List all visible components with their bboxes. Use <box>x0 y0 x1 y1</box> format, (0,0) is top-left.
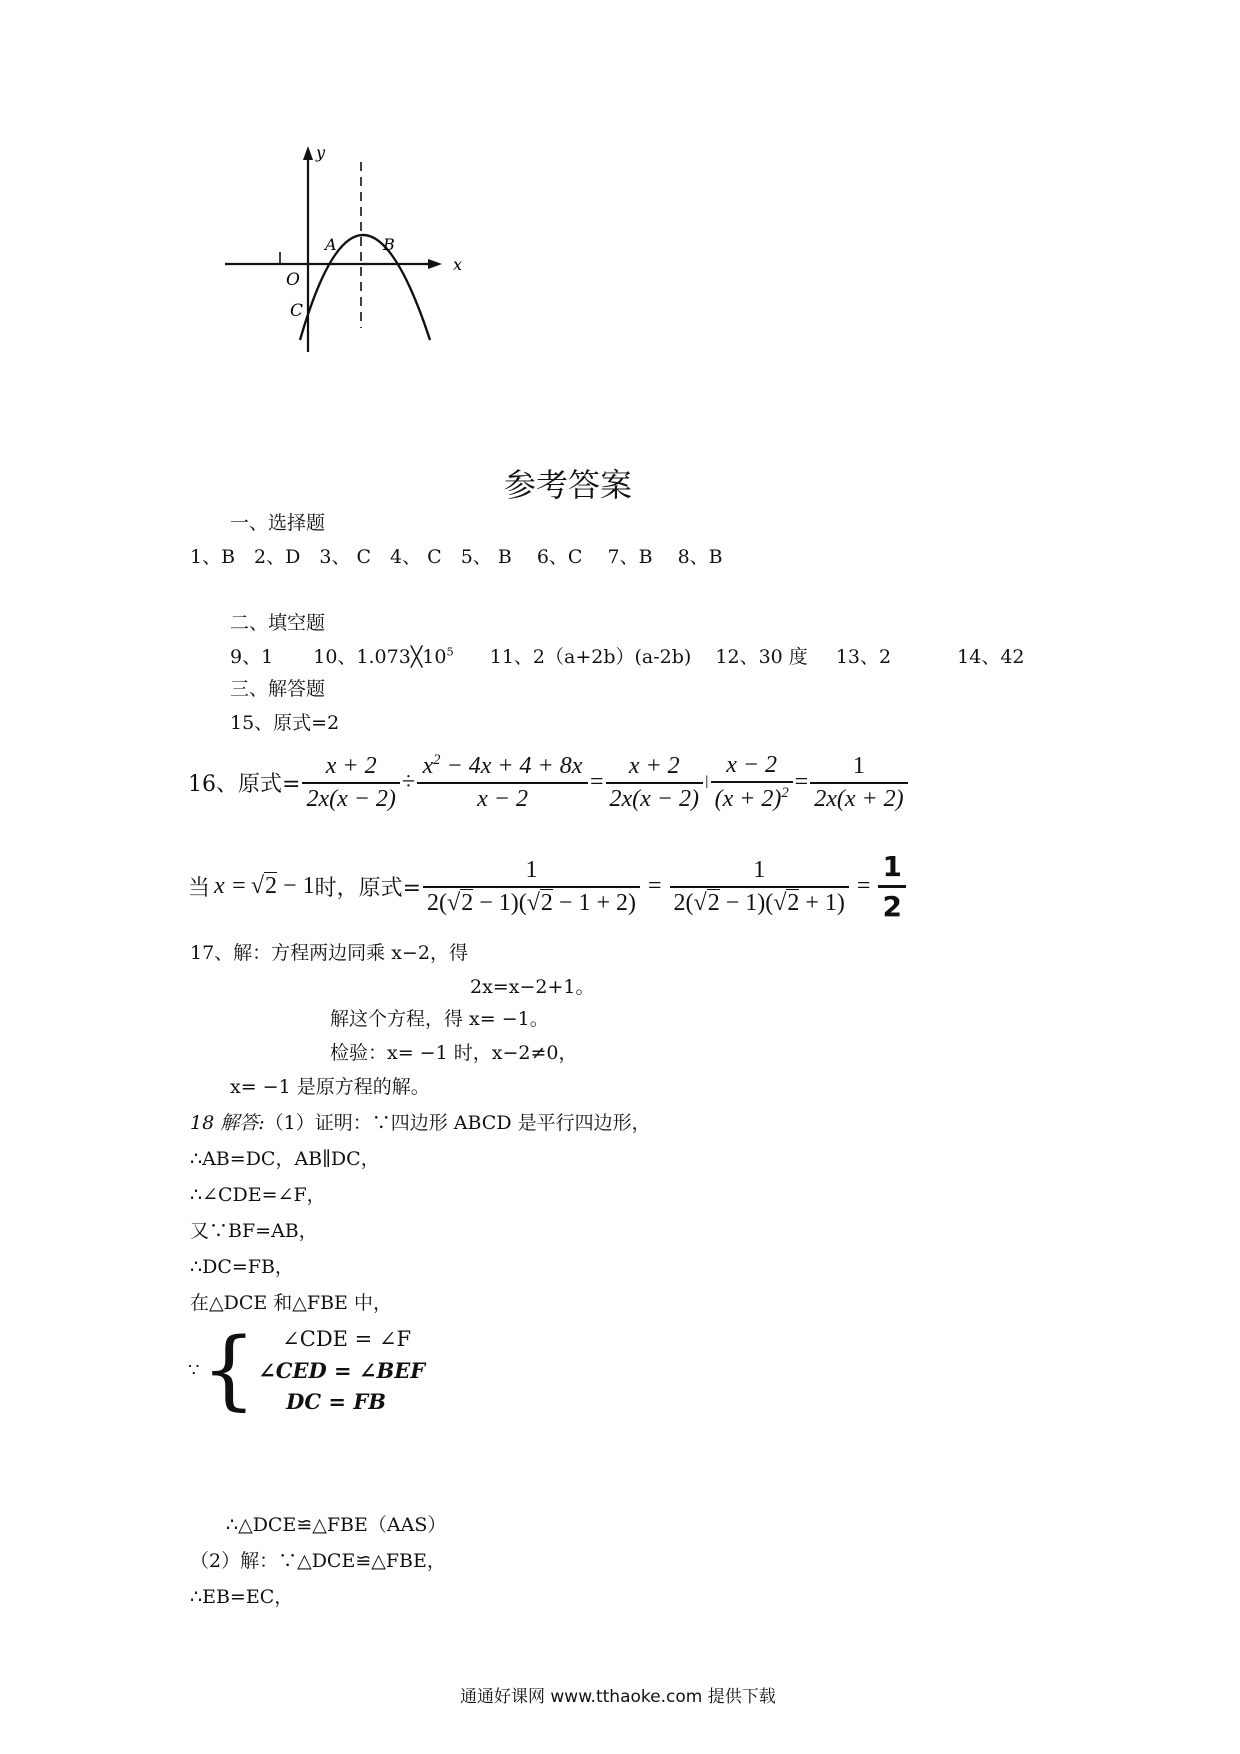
shi-text: 时，原式= <box>314 876 422 901</box>
fraction-1: $\frac{x + 2}{2x(x - 2)}$ <box>302 753 399 813</box>
equals-sign: = <box>794 769 809 795</box>
q18-line5: ∴DC=FB， <box>190 1256 294 1278</box>
q18-line4: 又∵BF=AB， <box>190 1220 318 1242</box>
x-axis <box>225 259 442 269</box>
fraction-2: $\frac{x^2 - 4x + 4 + 8x}{x - 2}$ <box>417 752 588 813</box>
q18-line7: ∴△DCE≌△FBE（AAS） <box>226 1514 447 1536</box>
q18-line8: （2）解：∵△DCE≌△FBE， <box>190 1550 446 1572</box>
equals-sign: = <box>647 873 662 899</box>
q18-heading: 18 解答:（1）证明：∵四边形 ABCD 是平行四边形， <box>190 1112 651 1134</box>
equals-sign: = <box>589 769 604 795</box>
q18-line2: ∴AB=DC，AB∥DC， <box>190 1148 380 1170</box>
answer-11: 11、2（a+2b）(a-2b) <box>489 646 692 668</box>
parabola-graph <box>220 140 480 360</box>
fraction-5: $\frac{1}{2x(x + 2)}$ <box>810 753 907 813</box>
answer-10: 10、$1.073╳10^5$ <box>313 644 454 668</box>
fraction-3: $\frac{x + 2}{2x(x - 2)}$ <box>606 753 703 813</box>
x-equals: x = <box>214 873 247 899</box>
q17-line1: 17、解：方程两边同乘 x−2，得 <box>190 942 468 964</box>
condition-3: DC = FB <box>286 1388 386 1414</box>
answer-14: 14、42 <box>957 646 1025 668</box>
q18-line6: 在△DCE 和△FBE 中， <box>190 1292 392 1314</box>
multiply-sign: ǀ <box>704 772 709 792</box>
left-brace: { <box>201 1320 257 1420</box>
fraction-4: $\frac{x - 2}{(x + 2)^2}$ <box>711 752 793 813</box>
divide-sign: ÷ <box>401 769 416 795</box>
q18-line9: ∴EB=EC， <box>190 1586 294 1608</box>
because-symbol: ∵ <box>188 1359 200 1381</box>
answer-9: 9、1 <box>230 646 274 668</box>
answer-13: 13、2 <box>835 646 892 668</box>
section3-heading: 三、解答题 <box>230 678 326 700</box>
q18-line3: ∴∠CDE=∠F， <box>190 1184 326 1206</box>
condition-2: ∠CED = ∠BEF <box>258 1357 426 1383</box>
q17-line3: 解这个方程，得 x= −1。 <box>330 1008 549 1030</box>
q17-line4: 检验：x= −1 时，x−2≠0， <box>330 1042 578 1064</box>
q16-equation <box>188 752 910 813</box>
q16-prefix: 16、原式= <box>188 772 301 797</box>
fraction-g2: $\frac{1}{2(√2 - 1)(√2 + 1)}$ <box>670 857 849 917</box>
section1-heading: 一、选择题 <box>230 512 326 534</box>
equals-sign: = <box>856 873 871 899</box>
point-b-label: B <box>383 235 395 254</box>
origin-label: O <box>286 270 300 290</box>
q16-evaluation <box>188 850 908 923</box>
sqrt-expression: √2 − 1 <box>250 873 315 899</box>
x-label: x <box>453 255 463 274</box>
footer-text: 通通好课网 www.tthaoke.com 提供下载 <box>460 1687 776 1707</box>
page-title: 参考答案 <box>504 466 633 504</box>
fraction-g1: $\frac{1}{2(√2 - 1)(√2 - 1 + 2)}$ <box>423 857 640 917</box>
when-text: 当 <box>188 876 211 901</box>
answer-12: 12、30 度 <box>715 646 808 668</box>
fill-answer-row <box>230 642 1025 669</box>
q17-line2: 2x=x−2+1。 <box>470 976 595 998</box>
point-c-label: C <box>290 301 304 321</box>
q18-conditions <box>188 1322 425 1418</box>
point-a-label: A <box>325 235 337 254</box>
y-axis <box>303 146 313 352</box>
q17-line5: x= −1 是原方程的解。 <box>230 1076 430 1098</box>
section2-heading: 二、填空题 <box>230 612 326 634</box>
answer-15: 15、原式=2 <box>230 712 340 734</box>
fraction-g3: $\frac{1}{2}$ <box>878 850 905 923</box>
condition-1: ∠CDE = ∠F <box>282 1326 412 1351</box>
parabola-curve <box>300 235 430 340</box>
y-label: y <box>316 143 326 162</box>
section1-answers: 1、B 2、D 3、 C 4、 C 5、 B 6、C 7、B 8、B <box>190 546 723 568</box>
